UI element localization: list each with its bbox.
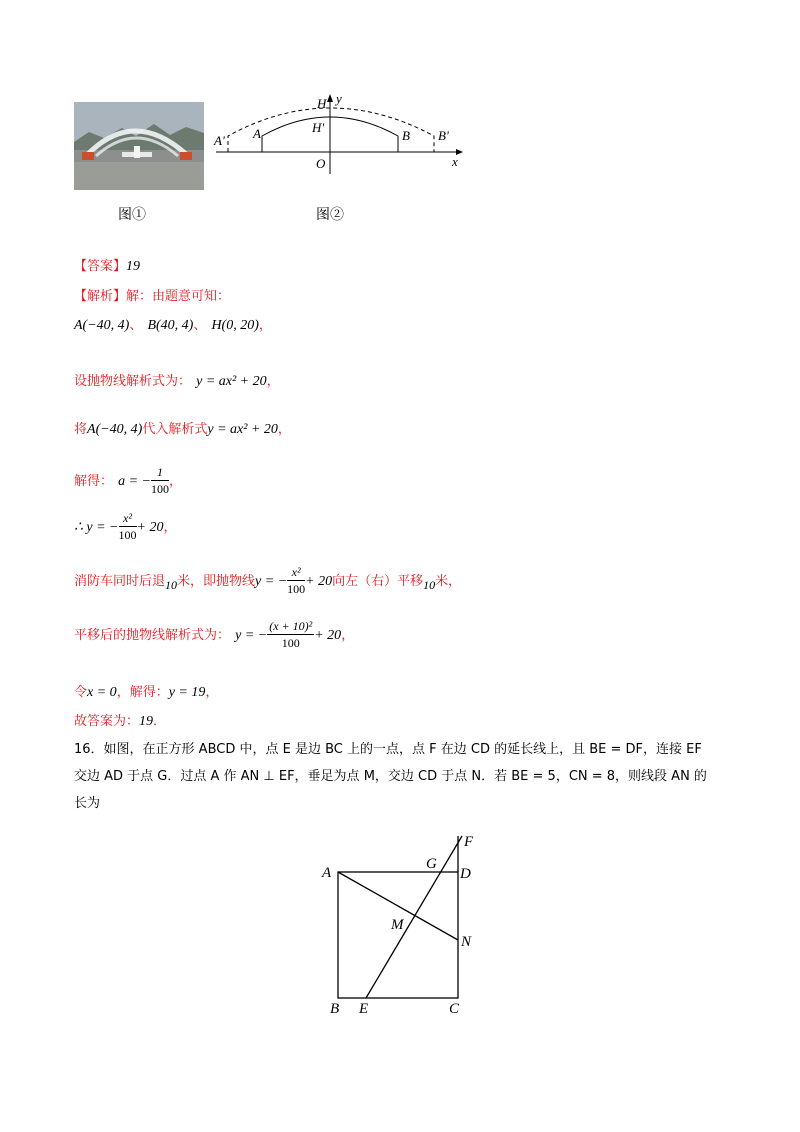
step-formula-lhs: y = − [235,628,268,643]
analysis-step-2 [74,418,291,438]
step-formula-rhs: + 20 [305,574,333,589]
punctuation: ， [205,685,219,700]
analysis-points [74,314,272,334]
analysis-step-7 [74,681,218,701]
label-H: H [317,96,327,111]
label-H-prime: H' [312,120,325,135]
label-x: x [452,154,458,169]
punctuation: ， [169,474,183,489]
figure-2-parabola-diagram [206,88,468,174]
answer-value: 19 [126,259,141,274]
analysis-step-5 [74,566,461,595]
label-M: M [391,917,404,933]
label-D: D [460,866,471,882]
step-text: 米，即抛物线 [177,574,256,589]
label-A: A [322,865,332,881]
answer-line [74,255,140,275]
distance-value: 10 [423,578,436,593]
step-text: 米， [435,574,462,589]
fraction [267,620,314,649]
square-abcd-diagram [318,830,488,1020]
question-16-line-3: 长为 [74,796,101,811]
answer-tag: 【答案】 [74,259,127,274]
separator: 、 [129,318,143,333]
analysis-step-3 [74,466,182,495]
step-text: 消防车同时后退 [74,574,166,589]
segment-EF [366,836,462,998]
punctuation: ， [163,520,177,535]
analysis-heading [74,285,230,304]
question-16-line-2: 交边 AD 于点 G．过点 A 作 AN ⊥ EF，垂足为点 M，交边 CD 于点 N．若 BE = 5，CN = 8，则线段 AN 的 [74,769,707,784]
step-formula-lhs: y = − [255,574,288,589]
label-G: G [426,856,437,872]
point-A: A(−40, 4) [87,422,143,437]
step-formula-lhs: ∴ y = − [74,520,119,535]
fraction [151,466,169,495]
question-16-line-1: 16．如图，在正方形 ABCD 中，点 E 是边 BC 上的一点，点 F 在边 CD 的延长线上，且 BE = DF，连接 EF [74,742,702,757]
step-text: 代入解析式 [142,422,208,437]
label-B: B [402,128,410,143]
label-F: F [464,834,474,850]
step-text: 设抛物线解析式为： [74,374,192,389]
step-formula-lhs: a = − [118,474,152,489]
step-text: 平移后的抛物线解析式为： [74,628,231,643]
step-text: 向左（右）平移 [332,574,424,589]
fraction-denominator: 100 [281,636,300,650]
fraction-numerator: (x + 10)² [269,619,313,633]
label-y: y [336,91,342,106]
label-C: C [449,1001,460,1017]
point-A: A(−40, 4) [74,318,130,333]
square-abcd [338,872,458,998]
label-N: N [461,934,472,950]
water-salute-photo [74,102,204,190]
distance-value: 10 [165,578,178,593]
step-text: 故答案为： [74,714,140,729]
fraction [119,512,137,541]
figure-1-caption: 图① [118,207,146,223]
step-text: 将 [74,422,88,437]
punctuation: ． [153,714,167,729]
label-B-prime: B' [438,128,449,143]
question-16 [74,736,754,817]
step-text: 令 [74,685,88,700]
fraction-numerator: x² [287,566,305,581]
punctuation: ， [266,374,280,389]
step-formula-rhs: + 20 [136,520,164,535]
analysis-step-4 [74,512,176,541]
step-text: ，解得： [116,685,169,700]
point-H: H(0, 20) [211,318,259,333]
step-formula: y = ax² + 20 [207,422,278,437]
analysis-intro: 解：由题意可知： [126,289,231,304]
fraction-numerator: x² [119,512,137,527]
label-E: E [359,1001,369,1017]
analysis-step-6 [74,620,354,649]
analysis-step-1 [74,370,280,390]
fraction-denominator: 100 [287,582,306,596]
fraction-denominator: 100 [118,528,137,542]
point-B: B(40, 4) [147,318,194,333]
label-B: B [330,1001,340,1017]
figure-2-caption: 图② [316,207,344,223]
label-A: A [253,126,261,141]
fraction-denominator: 100 [151,482,170,496]
label-O: O [316,156,326,171]
analysis-step-8 [74,710,166,730]
label-A-prime: A' [214,133,225,148]
separator: 、 [193,318,207,333]
punctuation: ， [277,422,291,437]
figure-1-photo [74,102,204,190]
fraction [287,566,305,595]
analysis-tag: 【解析】 [74,289,127,304]
step-text: 解得： [74,474,114,489]
punctuation: ， [258,318,272,333]
fraction-numerator: 1 [151,466,169,481]
step-formula: y = 19 [168,685,206,700]
punctuation: ， [341,628,355,643]
step-formula-rhs: + 20 [314,628,342,643]
final-answer: 19 [139,714,154,729]
step-formula: y = ax² + 20 [196,374,267,389]
step-formula: x = 0 [87,685,117,700]
